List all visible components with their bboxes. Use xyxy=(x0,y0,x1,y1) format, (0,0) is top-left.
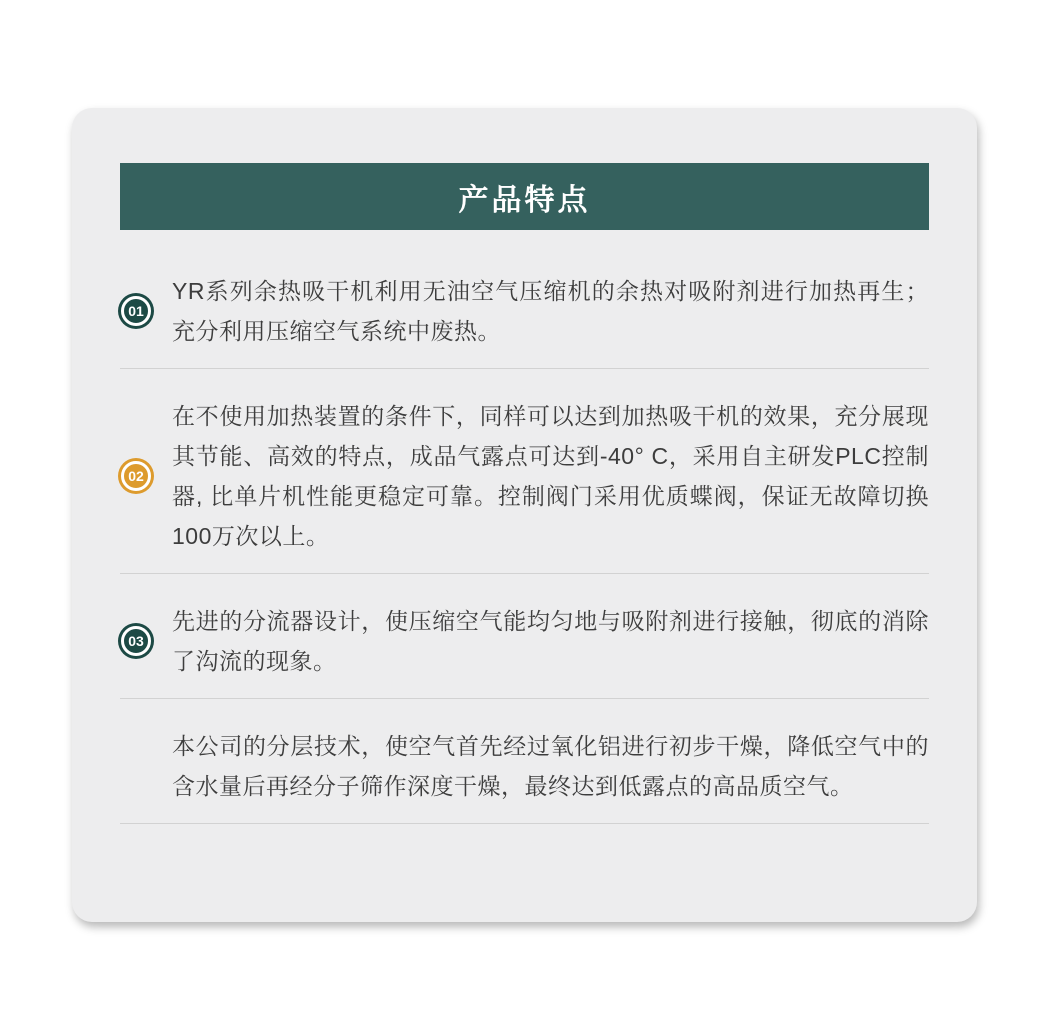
badge-column xyxy=(120,461,172,491)
feature-text: 本公司的分层技术，使空气首先经过氧化铝进行初步干燥，降低空气中的含水量后再经分子筛作深度干燥，最终达到低露点的高品质空气。 xyxy=(172,733,929,799)
feature-text: YR系列余热吸干机利用无油空气压缩机的余热对吸附剂进行加热再生；充分利用压缩空气系统中废热。 xyxy=(172,278,929,344)
badge-column xyxy=(120,626,172,656)
feature-number-badge: 03 xyxy=(121,626,151,656)
feature-text: 在不使用加热装置的条件下，同样可以达到加热吸干机的效果，充分展现其节能、高效的特点，成品气露点可达到-40° C，采用自主研发PLC控制器, 比单片机性能更稳定可靠。控制阀门采用优质蝶阀，保证无故障切换100万次以上。 xyxy=(172,403,929,549)
feature-item-1 xyxy=(120,244,929,369)
section-title: 产品特点 xyxy=(458,183,591,217)
section-header xyxy=(120,163,929,230)
product-features-card xyxy=(72,108,977,922)
feature-list xyxy=(120,244,929,824)
feature-item-4 xyxy=(120,699,929,824)
feature-item-3 xyxy=(120,574,929,699)
badge-column xyxy=(120,296,172,326)
feature-number-badge: 01 xyxy=(121,296,151,326)
feature-item-2 xyxy=(120,369,929,574)
feature-text: 先进的分流器设计，使压缩空气能均匀地与吸附剂进行接触，彻底的消除了沟流的现象。 xyxy=(172,608,929,674)
feature-number-badge: 02 xyxy=(121,461,151,491)
